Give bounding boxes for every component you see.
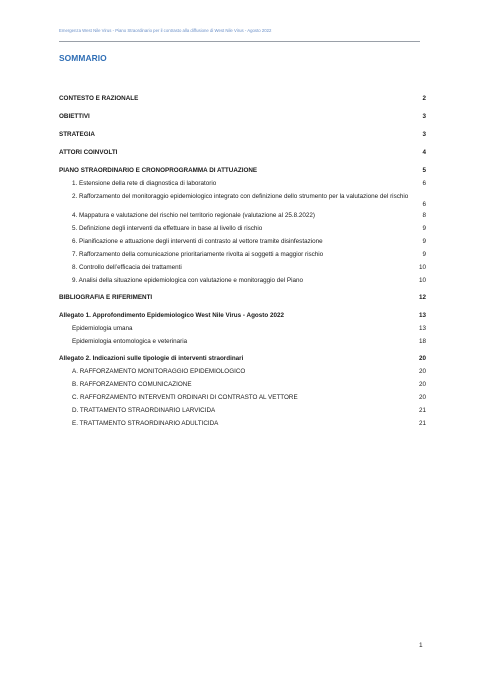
toc-entry-page: 20 (418, 394, 426, 401)
toc-entry-text: 1. Estensione della rete di diagnostica di laboratorio (72, 180, 217, 187)
toc-entry-text: 2. Rafforzamento del monitoraggio epidemiologico integrato con definizione dello strumento per la valutazione del rischio (72, 193, 409, 200)
toc-title: SOMMARIO (59, 53, 107, 63)
toc-entry-page: 9 (422, 238, 426, 245)
toc-entry-page: 10 (418, 277, 426, 284)
toc-entry-page: 3 (422, 131, 426, 138)
toc-entry-page: 13 (418, 325, 426, 332)
toc-entry-page: 20 (418, 355, 426, 362)
toc-entry-text: 5. Definizione degli interventi da effettuare in base al livello di rischio (72, 225, 263, 232)
header-divider (59, 41, 420, 42)
toc-entry-text: 9. Analisi della situazione epidemiologica con valutazione e monitoraggio del Piano (72, 277, 304, 284)
toc-entry-text: D. TRATTAMENTO STRAORDINARIO LARVICIDA (72, 407, 216, 414)
toc-entry-text: Epidemiologia umana (72, 325, 133, 332)
toc-entry-page: 9 (422, 225, 426, 232)
toc-entry-text: C. RAFFORZAMENTO INTERVENTI ORDINARI DI CONTRASTO AL VETTORE (72, 394, 298, 401)
toc-entry-page: 20 (418, 381, 426, 388)
toc-entry-text: 8. Controllo dell’efficacia dei trattamenti (72, 264, 182, 271)
toc-entry-page: 21 (418, 407, 426, 414)
toc-entry-page: 13 (418, 312, 426, 319)
toc-entry-text: A. RAFFORZAMENTO MONITORAGGIO EPIDEMIOLOGICO (72, 368, 246, 375)
toc-entry-text: E. TRATTAMENTO STRAORDINARIO ADULTICIDA (72, 420, 219, 427)
toc-entry-page: 9 (422, 251, 426, 258)
toc-entry-page: 21 (418, 420, 426, 427)
toc-entry-text: CONTESTO E RAZIONALE (59, 95, 139, 102)
toc-entry-text: 7. Rafforzamento della comunicazione prioritariamente rivolta ai soggetti a maggior rischio (72, 251, 324, 258)
toc-entry-text: PIANO STRAORDINARIO E CRONOPROGRAMMA DI ATTUAZIONE (59, 167, 258, 174)
toc-entry-text: BIBLIOGRAFIA E RIFERIMENTI (59, 294, 153, 301)
toc-entry-text: Epidemiologia entomologica e veterinaria (72, 338, 188, 345)
toc-entry-page: 6 (422, 201, 426, 208)
toc-entry-page: 2 (422, 95, 426, 102)
toc-entry-text: B. RAFFORZAMENTO COMUNICAZIONE (72, 381, 192, 388)
toc-entry-page: 3 (422, 113, 426, 120)
toc-entry-page: 10 (418, 264, 426, 271)
toc-entry-page: 4 (422, 149, 426, 156)
toc-entry-page: 18 (418, 338, 426, 345)
page-number: 1 (419, 642, 423, 649)
toc-entry-text: 6. Pianificazione e attuazione degli interventi di contrasto al vettore tramite disinfestazione (72, 238, 323, 245)
toc-entry-page: 8 (422, 212, 426, 219)
toc-entry-text: Allegato 1. Approfondimento Epidemiologico West Nile Virus - Agosto 2022 (59, 312, 284, 319)
toc-entry-page: 5 (422, 167, 426, 174)
toc-entry-page: 12 (418, 294, 426, 301)
toc-entry-text: STRATEGIA (59, 131, 95, 138)
toc-entry-text: 4. Mappatura e valutazione del rischio nel territorio regionale (valutazione al 25.8.2022) (72, 212, 315, 219)
toc-entry-text: ATTORI COINVOLTI (59, 149, 118, 156)
running-header: Emergenza West Nile Virus - Piano Straordinario per il contrasto alla diffusione di West Nile Virus - Agosto 2022 (59, 28, 272, 33)
toc-entry-text: OBIETTIVI (59, 113, 90, 120)
toc-entry-page: 20 (418, 368, 426, 375)
toc-entry-text: Allegato 2. Indicazioni sulle tipologie di interventi straordinari (59, 355, 244, 362)
toc-entry-page: 6 (422, 180, 426, 187)
toc-entry-monitoraggio[interactable] (59, 193, 426, 209)
